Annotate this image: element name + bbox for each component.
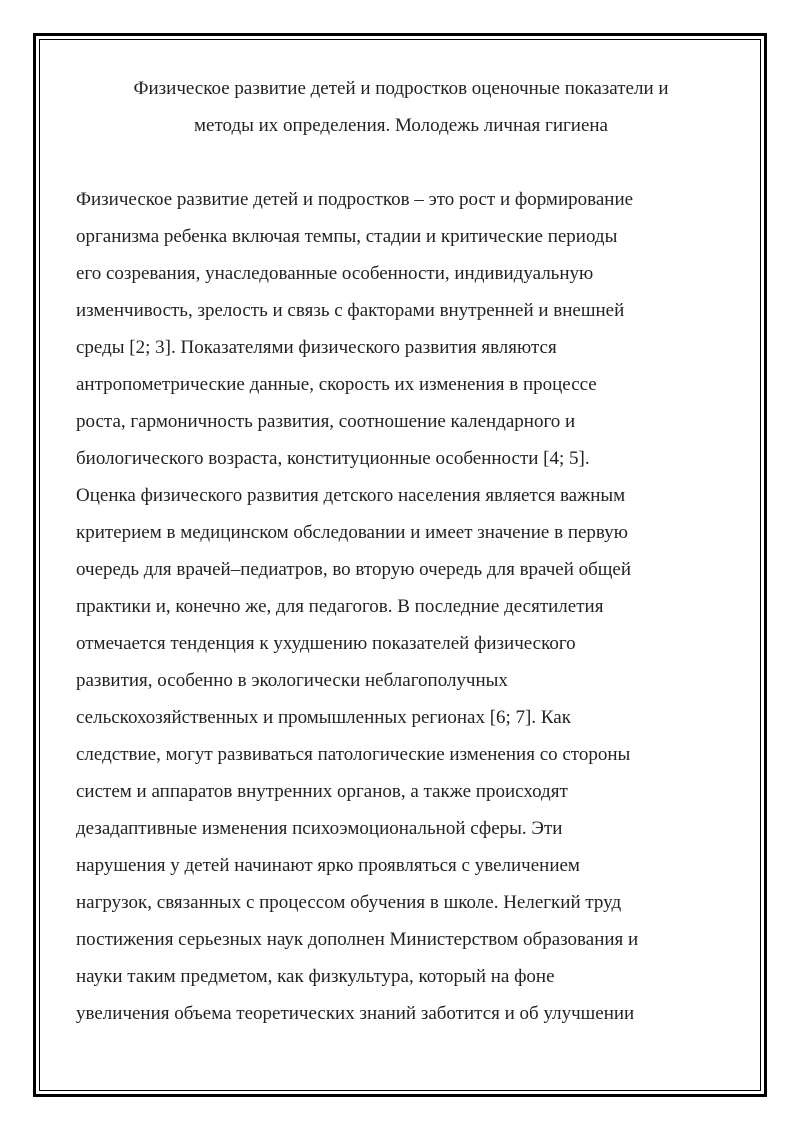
text-line: изменчивость, зрелость и связь с факторами внутренней и внешней xyxy=(76,300,625,321)
text-line: среды [2; 3]. Показателями физического развития являются xyxy=(76,337,557,358)
text-line: нарушения у детей начинают ярко проявляться с увеличением xyxy=(76,855,580,876)
title-line: методы их определения. Молодежь личная гигиена xyxy=(193,115,608,136)
text-line: роста, гармоничность развития, соотношение календарного и xyxy=(76,411,576,432)
text-line: сельскохозяйственных и промышленных регионах [6; 7]. Как xyxy=(76,707,571,728)
text-line: науки таким предметом, как физкультура, который на фоне xyxy=(76,966,555,987)
text-line: развития, особенно в экологически неблагополучных xyxy=(76,670,508,691)
text-line: его созревания, унаследованные особенности, индивидуальную xyxy=(76,263,594,284)
text-line: практики и, конечно же, для педагогов. В последние десятилетия xyxy=(76,596,604,617)
body-paragraph xyxy=(76,181,726,1032)
text-line: постижения серьезных наук дополнен Министерством образования и xyxy=(76,929,639,950)
text-line: критерием в медицинском обследовании и имеет значение в первую xyxy=(76,522,628,543)
text-line: следствие, могут развиваться патологические изменения со стороны xyxy=(76,744,631,765)
text-line: антропометрические данные, скорость их изменения в процессе xyxy=(76,374,597,395)
text-line: увеличения объема теоретических знаний заботится и об улучшении xyxy=(76,1003,635,1024)
document-title xyxy=(76,70,726,144)
text-line: дезадаптивные изменения психоэмоциональной сферы. Эти xyxy=(76,818,563,839)
document-content xyxy=(76,70,726,1032)
text-line: организма ребенка включая темпы, стадии и критические периоды xyxy=(76,226,618,247)
text-line: нагрузок, связанных с процессом обучения в школе. Нелегкий труд xyxy=(76,892,622,913)
text-line: очередь для врачей–педиатров, во вторую очередь для врачей общей xyxy=(76,559,632,580)
text-line: Оценка физического развития детского населения является важным xyxy=(76,485,626,506)
text-line: биологического возраста, конституционные особенности [4; 5]. xyxy=(76,448,590,469)
title-line: Физическое развитие детей и подростков оценочные показатели и xyxy=(133,78,669,99)
text-line: систем и аппаратов внутренних органов, а также происходят xyxy=(76,781,568,802)
text-line: отмечается тенденция к ухудшению показателей физического xyxy=(76,633,576,654)
text-line: Физическое развитие детей и подростков – это рост и формирование xyxy=(76,189,634,210)
